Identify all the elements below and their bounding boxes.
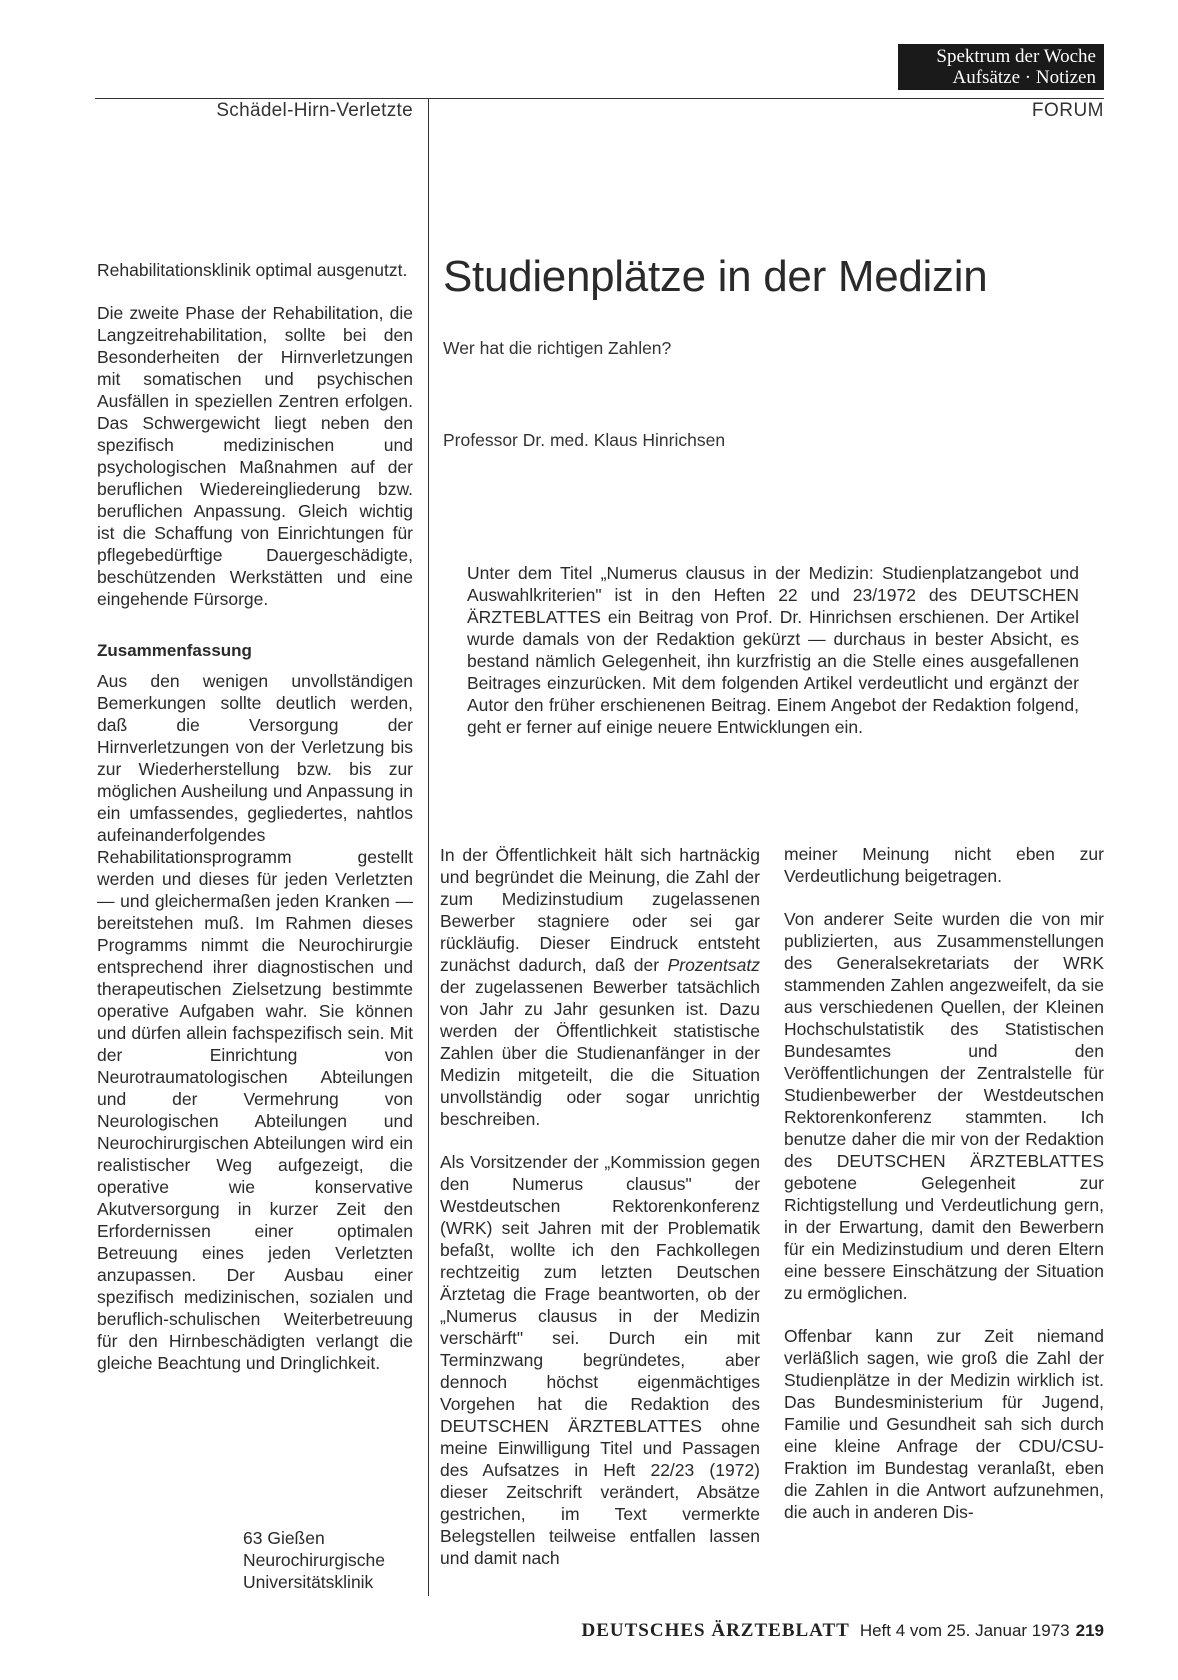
affiliation-line: Neurochirurgische <box>243 1550 386 1570</box>
badge-line-1: Spektrum der Woche <box>936 46 1096 67</box>
text-run: der zugelassenen Bewerber tatsächlich von Jahr zu Jahr gesunken ist. Dazu werden der Öffentlichkeit statistische Zahlen über die Studienanfänger in der Medizin mitgeteilt, die die Situation unvollständig oder sogar unrichtig beschreiben. <box>440 977 760 1129</box>
paragraph <box>440 844 760 1130</box>
affiliation-line: 63 Gießen <box>243 1528 325 1548</box>
issue-info: Heft 4 vom 25. Januar 1973 <box>859 1621 1070 1640</box>
editorial-intro: Unter dem Titel „Numerus clausus in der Medizin: Studienplatzangebot und Auswahlkriterien" ist in den Heften 22 und 23/1972 des DEUTSCHEN ÄRZTEBLATTES ein Beitrag von Prof. Dr. Hinrichsen erschienen. Der Artikel wurde damals von der Redaktion gekürzt — durchaus in bester Absicht, es bestand nämlich Gelegenheit, ihn kurzfristig an die Stelle eines ausgefallenen Beitrages einzurücken. Mit dem folgenden Artikel verdeutlicht und ergänzt der Autor den früher erschienenen Beitrag. Einem Angebot der Redaktion folgend, geht er ferner auf einige neuere Entwicklungen ein. <box>467 563 1079 737</box>
affiliation-line: Universitätsklinik <box>243 1572 374 1592</box>
left-column <box>97 259 413 1374</box>
emphasis: Prozentsatz <box>667 955 760 975</box>
paragraph: Von anderer Seite wurden die von mir publizierten, aus Zusammenstellungen des Generalsekretariats der WRK stammenden Zahlen angezweifelt, da sie aus verschiedenen Quellen, der Kleinen Hochschulstatistik des Statistischen Bundesamtes und den Veröffentlichungen der Zentralstelle für Studienbewerber der Westdeutschen Rektorenkonferenz stammten. Ich benutze daher die mir von der Redaktion des DEUTSCHEN ÄRZTEBLATTES gebotene Gelegenheit zur Richtigstellung und Verdeutlichung gern, in der Erwartung, damit den Bewerbern für ein Medizinstudium und deren Eltern eine bessere Einschätzung der Situation zu ermöglichen. <box>784 909 1104 1303</box>
section-label-right: FORUM <box>1031 100 1104 121</box>
section-badge <box>898 44 1104 90</box>
article-title: Studienplätze in der Medizin <box>443 252 988 301</box>
paragraph: meiner Meinung nicht eben zur Verdeutlichung beigetragen. <box>784 844 1104 886</box>
page-footer <box>468 1620 1104 1642</box>
section-heading: Zusammenfassung <box>97 641 252 660</box>
article-subtitle: Wer hat die richtigen Zahlen? <box>443 338 672 358</box>
badge-line-2: Aufsätze · Notizen <box>952 67 1096 88</box>
article-author: Professor Dr. med. Klaus Hinrichsen <box>443 430 726 450</box>
paragraph: Rehabilitationsklinik optimal ausgenutzt. <box>97 260 408 280</box>
header-rule <box>95 98 1104 99</box>
article-column-2 <box>784 843 1104 1523</box>
paragraph: Die zweite Phase der Rehabilitation, die Langzeitrehabilitation, sollte bei den Besonderheiten der Hirnverletzungen mit somatischen und psychischen Ausfällen in speziellen Zentren erfolgen. Das Schwergewicht liegt neben den spezifisch medizinischen und psychologischen Maßnahmen auf der beruflichen Wiedereingliederung bzw. beruflichen Anpassung. Gleich wichtig ist die Schaffung von Einrichtungen für pflegebedürftige Dauergeschädigte, beschützenden Werkstätten und eine eingehende Fürsorge. <box>97 303 413 609</box>
page-number: 219 <box>1075 1621 1104 1640</box>
paragraph: Aus den wenigen unvollständigen Bemerkungen sollte deutlich werden, daß die Versorgung der Hirnverletzungen von der Verletzung bis zur Wiederherstellung bzw. bis zur möglichen Ausheilung und Anpassung in ein umfassendes, gegliedertes, nahtlos aufeinanderfolgendes Rehabilitationsprogramm gestellt werden und dieses für jeden Verletzten — und gleichermaßen jeden Kranken — bereitstehen muß. Im Rahmen dieses Programms nimmt die Neurochirurgie entsprechend ihrer diagnostischen und therapeutischen Zielsetzung bestimmte operative Aufgaben wahr. Sie können und dürfen allein fachspezifisch sein. Mit der Einrichtung von Neurotraumatologischen Abteilungen und der Vermehrung von Neurologischen Abteilungen und Neurochirurgischen Abteilungen wird ein realistischer Weg aufgezeigt, die operative wie konservative Akutversorgung in kurzer Zeit den Erfordernissen einer optimalen Betreuung eines jeden Verletzten anzupassen. Der Ausbau einer spezifisch medizinischen, sozialen und beruflich-schulischen Weiterbetreuung für den Hirnbeschädigten verlangt die gleiche Beachtung und Dringlichkeit. <box>97 671 413 1373</box>
paragraph: Als Vorsitzender der „Kommission gegen den Numerus clausus" der Westdeutschen Rektorenkonferenz (WRK) seit Jahren mit der Problematik befaßt, wollte ich den Fachkollegen rechtzeitig zum letzten Deutschen Ärztetag die Frage beantworten, ob der „Numerus clausus in der Medizin verschärft" sei. Durch ein mit Terminzwang begründetes, aber dennoch höchst eigenmächtiges Vorgehen hat die Redaktion des DEUTSCHEN ÄRZTEBLATTES ohne meine Einwilligung Titel und Passagen des Aufsatzes in Heft 22/23 (1972) dieser Zeitschrift verändert, Absätze gestrichen, im Text vermerkte Belegstellen teilweise entfallen lassen und damit nach <box>440 1152 760 1568</box>
journal-name: DEUTSCHES ÄRZTEBLATT <box>581 1620 850 1641</box>
column-divider <box>428 98 429 1596</box>
article-column-1 <box>440 844 760 1569</box>
section-label-left: Schädel-Hirn-Verletzte <box>216 100 413 121</box>
text-run: In der Öffentlichkeit hält sich hartnäckig und begründet die Meinung, die Zahl der zum Medizinstudium zugelassenen Bewerber stagniere oder sei gar rückläufig. Dieser Eindruck entsteht zunächst dadurch, daß der <box>440 845 760 975</box>
paragraph: Offenbar kann zur Zeit niemand verläßlich sagen, wie groß die Zahl der Studienplätze in der Medizin wirklich ist. Das Bundesministerium für Jugend, Familie und Gesundheit sah sich durch eine kleine Anfrage der CDU/CSU-Fraktion im Bundestag veranlaßt, eben die Zahlen in die Antwort aufzunehmen, die auch in anderen Dis- <box>784 1326 1104 1522</box>
author-affiliation <box>243 1527 413 1593</box>
